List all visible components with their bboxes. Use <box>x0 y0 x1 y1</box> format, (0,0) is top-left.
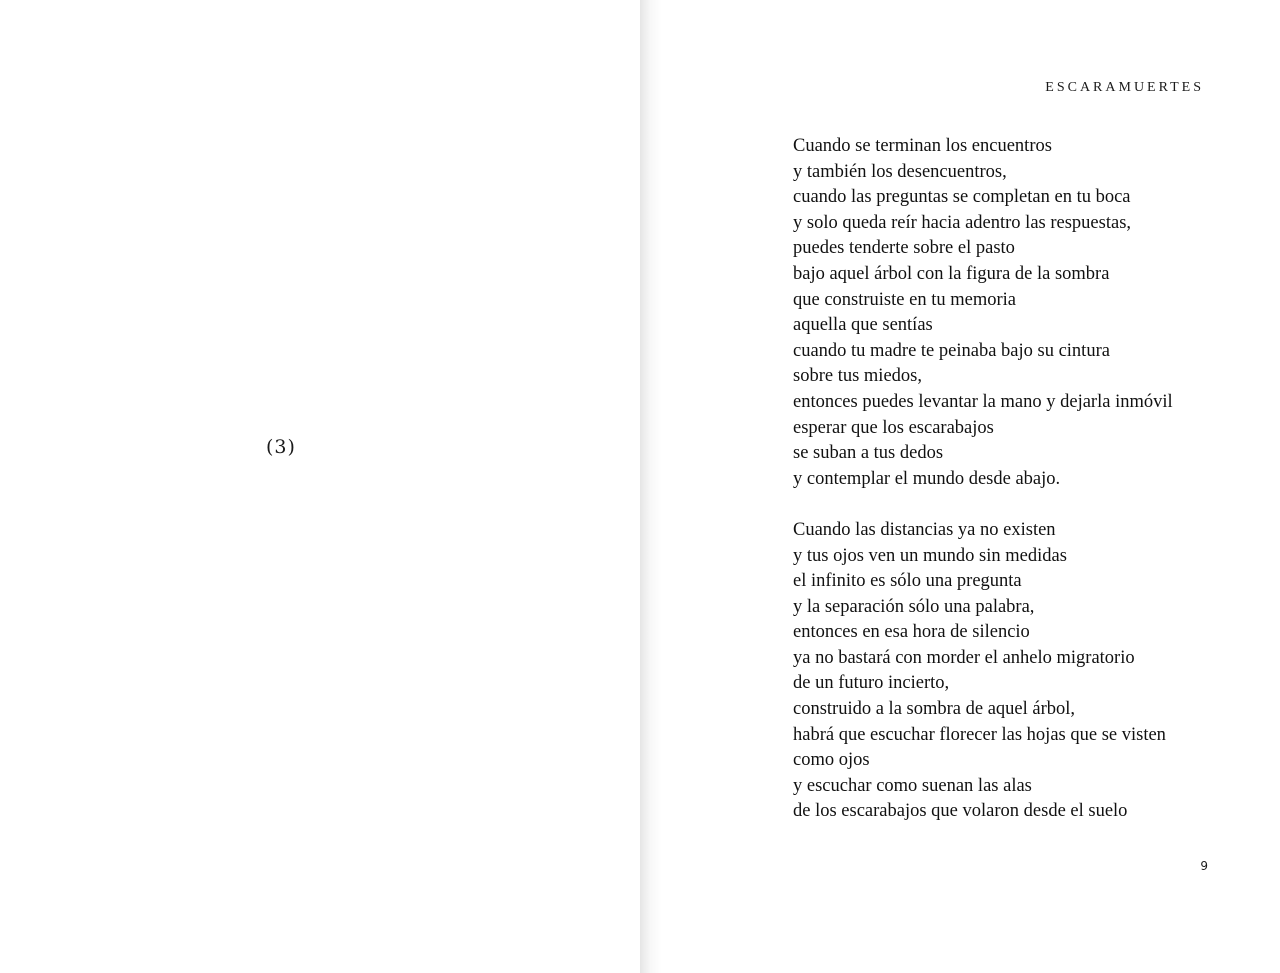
poem-line: y también los desencuentros, <box>793 161 1007 182</box>
poem-line: que construiste en tu memoria <box>793 289 1016 310</box>
poem-line: ya no bastará con morder el anhelo migratorio <box>793 647 1135 668</box>
poem-line: Cuando las distancias ya no existen <box>793 519 1056 540</box>
poem-line: y tus ojos ven un mundo sin medidas <box>793 545 1067 566</box>
poem-line: sobre tus miedos, <box>793 366 922 387</box>
poem-line: y la separación sólo una palabra, <box>793 596 1035 617</box>
poem-line: bajo aquel árbol con la figura de la sombra <box>793 263 1110 284</box>
stanza-1 <box>793 134 1233 492</box>
page-number: 9 <box>1200 859 1208 873</box>
poem-line: aquella que sentías <box>793 315 933 336</box>
poem-line: construido a la sombra de aquel árbol, <box>793 699 1076 720</box>
poem-line: y escuchar como suenan las alas <box>793 775 1032 796</box>
stanza-2 <box>793 518 1233 825</box>
poem-line: entonces puedes levantar la mano y dejarla inmóvil <box>793 391 1173 412</box>
poem-line: Cuando se terminan los encuentros <box>793 136 1052 156</box>
poem-line: como ojos <box>793 750 870 771</box>
right-page <box>640 0 1280 973</box>
poem-line: esperar que los escarabajos <box>793 417 994 438</box>
poem-line: de los escarabajos que volaron desde el suelo <box>793 801 1128 822</box>
running-header: ESCARAMUERTES <box>1045 80 1204 95</box>
poem-line: el infinito es sólo una pregunta <box>793 571 1022 592</box>
poem-line: se suban a tus dedos <box>793 443 944 464</box>
poem-line: habrá que escuchar florecer las hojas que se visten <box>793 724 1166 745</box>
poem-line: cuando las preguntas se completan en tu boca <box>793 187 1131 208</box>
poem-line: de un futuro incierto, <box>793 673 950 694</box>
section-number: (3) <box>266 436 296 458</box>
poem-line: puedes tenderte sobre el pasto <box>793 238 1015 259</box>
poem-line: entonces en esa hora de silencio <box>793 622 1030 643</box>
poem-line: cuando tu madre te peinaba bajo su cintura <box>793 340 1110 361</box>
poem-line: y solo queda reír hacia adentro las respuestas, <box>793 212 1132 233</box>
poem-line: y contemplar el mundo desde abajo. <box>793 468 1061 489</box>
poem <box>793 134 1233 851</box>
